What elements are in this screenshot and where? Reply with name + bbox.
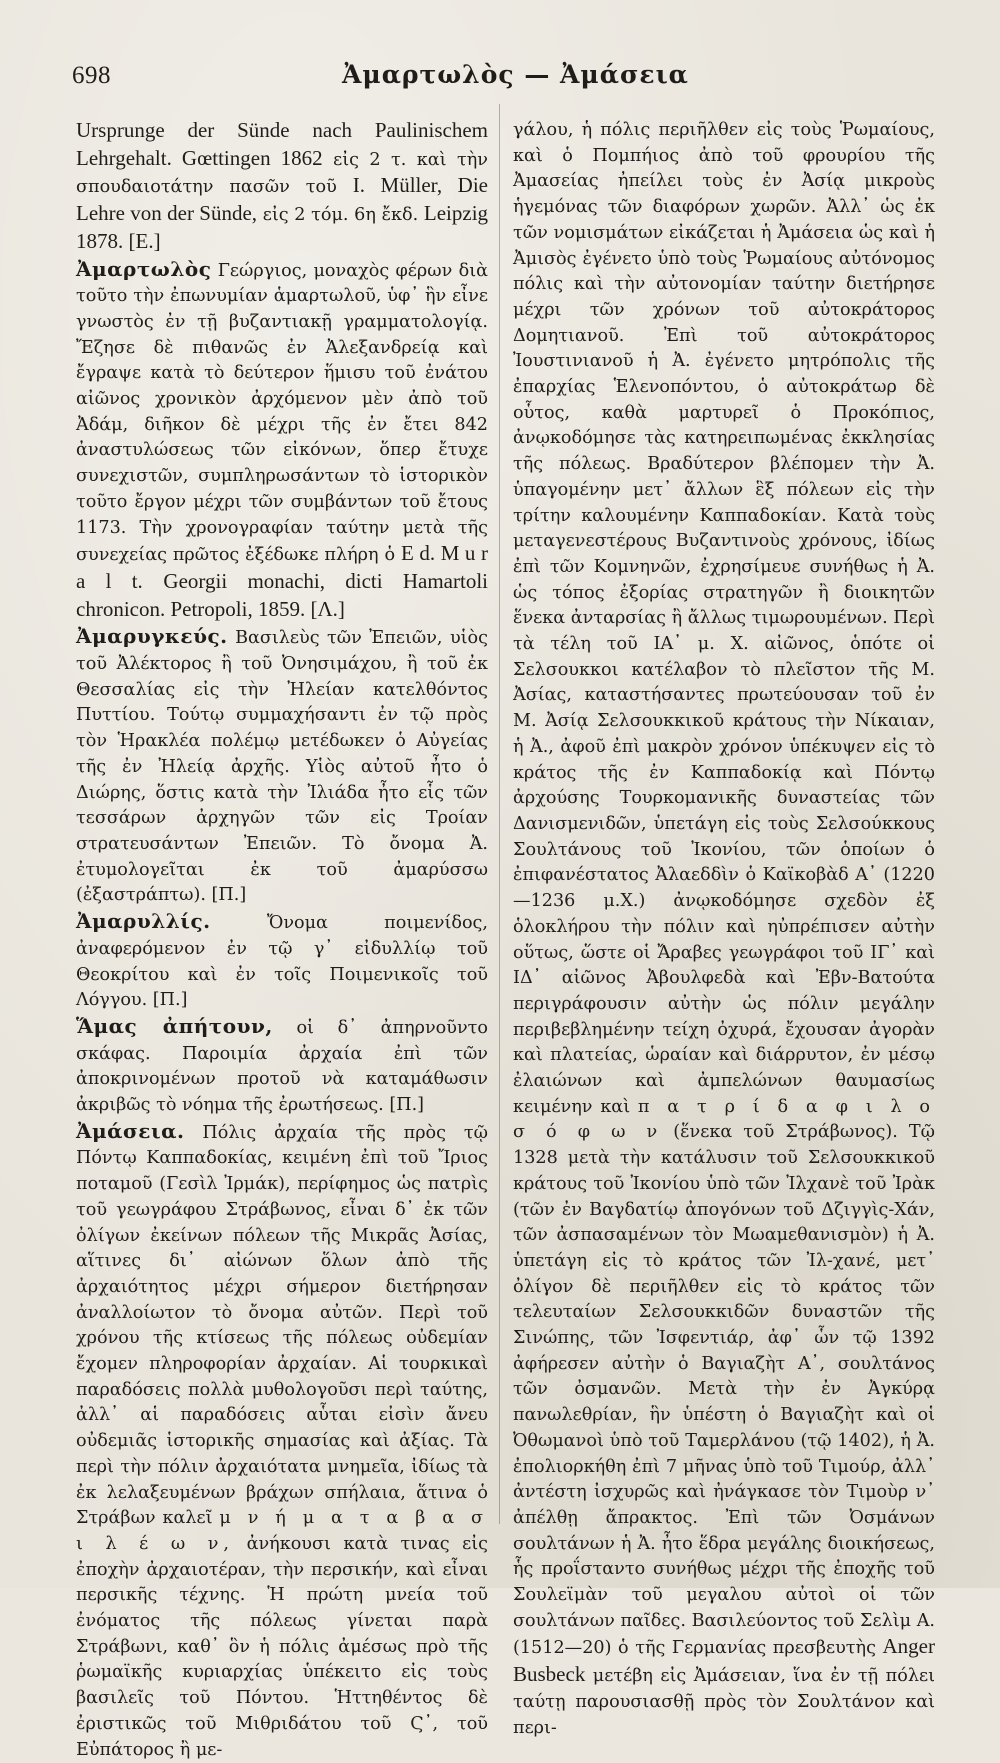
entry-headword: Ἅμας ἀπήτουν, bbox=[76, 1013, 273, 1038]
running-head: Ἀμαρτωλὸς — Ἀμάσεια bbox=[342, 60, 689, 89]
page-number: 698 bbox=[72, 62, 111, 89]
entry-amaseia bbox=[76, 1119, 488, 1763]
greek-text: εἰς 2 τόμ. 6η ἔκδ. bbox=[262, 205, 419, 226]
entry-text: οἱ δ᾽ ἀπηρνοῦντο σκάφας. Παροιμία ἀρχαία ἐπὶ τῶν ἀποκρινομένων προτοῦ νὰ καταμάθωσιν ἀκριβῶς τὸ νόημα τῆς ἐρωτήσεως. [Π.] bbox=[76, 1017, 488, 1116]
entry-text: Πόλις ἀρχαία τῆς πρὸς τῷ Πόντῳ Καππαδοκίας, κειμένη ἐπὶ τοῦ Ἴριος ποταμοῦ (Γεσὶλ Ἰρμάκ), περίφημος ὡς πατρὶς τοῦ γεωγράφου Στράβωνος, εἶναι δ᾽ ἐκ τῶν ὀλίγων ἐκείνων πόλεων τῆς Μικρᾶς Ἀσίας, αἵτινες δι᾽ αἰώνων ὅλων ἀπὸ τῆς ἀρχαιότητος μέχρι σήμερον διετήρησαν ἀναλλοίωτον τὸ ὄνομα αὐτῶν. Περὶ τοῦ χρόνου τῆς κτίσεως τῆς πόλεως οὐδεμίαν ἔχομεν πληροφορίαν ἀρχαίαν. Αἱ τουρκικαὶ παραδόσεις πολλὰ μυθολογοῦσι περὶ ταύτης, ἀλλ᾽ αἱ παραδόσεις αὗται εἰσὶν ἄνευ οὐδεμιᾶς ἱστορικῆς σημασίας καὶ ἀξίας. Τὰ περὶ τὴν πόλιν ἀρχαιότατα μνημεῖα, ἰδίως τὰ ἐκ λελαξευμένων βράχων σπήλαια, ἅτινα ὁ Στράβων καλεῖ bbox=[76, 1122, 488, 1529]
entry-amarynkeus bbox=[76, 624, 488, 909]
entry-text: Βασιλεὺς τῶν Ἐπειῶν, υἱὸς τοῦ Ἀλέκτορος ἢ τοῦ Ὀνησιμάχου, ἢ τοῦ ἐκ Θεσσαλίας εἰς τὴν Ἠλείαν κατελθόντος Πυττίου. Τούτῳ συμμαχήσαντι ἐν τῷ πρὸς τὸν Ἡρακλέα πολέμῳ μετέδωκεν ὁ Αὐγείας τῆς ἐν Ἠλείᾳ ἀρχῆς. Υἱὸς αὐτοῦ ἦτο ὁ Διώρης, ὅστις κατὰ τὴν Ἰλιάδα ἦτο εἷς τῶν τεσσάρων ἀρχηγῶν τῶν εἰς Τροίαν στρατευσάντων Ἐπειῶν. Τὸ ὄνομα Ἀ. ἐτυμολογεῖται ἐκ τοῦ ἀμαρύσσω (ἐξαστράπτω). [Π.] bbox=[76, 628, 489, 906]
entry-text: γάλου, ἡ πόλις περιῆλθεν εἰς τοὺς Ῥωμαίους, καὶ ὁ Πομπήιος ἀπὸ τοῦ φρουρίου τῆς Ἀμασείας ἠπείλει τοὺς ἐν Ἀσίᾳ μικροὺς ἡγεμόνας τῶν διαφόρων χωρῶν. Ἀλλ᾽ ὡς ἐκ τῶν νομισμάτων εἰκάζεται ἡ Ἀμάσεια ὡς καὶ ἡ Ἀμισὸς ἐγένετο ὑπὸ τοὺς Ῥωμαίους αὐτόνομος πόλις καὶ τὴν αὐτονομίαν ταύτην διετήρησε μέχρι τῶν χρόνων τοῦ αὐτοκράτορος Δομητιανοῦ. Ἐπὶ τοῦ αὐτοκράτορος Ἰουστινιανοῦ ἡ Ἀ. ἐγένετο μητρόπολις τῆς ἐπαρχίας Ἑλενοπόντου, ὁ αὐτοκράτωρ δὲ οὗτος, καθὰ μαρτυρεῖ ὁ Προκόπιος, ἀνῳκοδόμησε τὰς κατηρειπωμένας ἐκκλησίας τῆς πόλεως. Βραδύτερον βλέπομεν τὴν Ἀ. ὑπαγομένην μετ᾽ ἄλλων ἓξ πόλεων εἰς τὴν τρίτην καλουμένην Καππαδοκίαν. Κατὰ τοὺς μεταγενεστέρους Βυζαντινοὺς χρόνους, ἰδίως ἐπὶ τῶν Κομνηνῶν, ἐχρησίμευε συνήθως ἡ Ἀ. ὡς τόπος ἐξορίας στρατηγῶν ἢ διοικητῶν ἕνεκα ἀνταρσίας ἢ ἄλλως τιμωρουμένων. Περὶ τὰ τέλη τοῦ ΙΑ᾽ μ. Χ. αἰῶνος, ὁπότε οἱ Σελσουκκοι κατέλαβον τὸ πλεῖστον τῆς Μ. Ἀσίας, καταστήσαντες πρωτεύουσαν τοῦ ἐν Μ. Ἀσίᾳ Σελσουκκικοῦ κράτους τὴν Νίκαιαν, ἡ Ἀ., ἀφοῦ ἐπὶ μακρὸν χρόνον ὑπέκυψεν εἰς τὸ κράτος τῆς ἐν Καππαδοκίᾳ καὶ Πόντῳ ἀρχούσης Τουρκομανικῆς δυναστείας τῶν Δανισμενιδῶν, ὑπετάγη εἰς τοὺς Σελσούκκους Σουλτάνους τοῦ Ἰκονίου, τῶν ὁποίων ὁ ἐπιφανέστατος Ἀλαεδδὶν ὁ Καϊκοβὰδ Α᾽ (1220—1236 μ.Χ.) ἀνῳκοδόμησε σχεδὸν ἐξ ὁλοκλήρου τὴν πόλιν καὶ ηὐπρέπισεν αὐτὴν οὕτως, ὥστε οἱ Ἄραβες γεωγράφοι τοῦ ΙΓ᾽ καὶ ΙΔ᾽ αἰῶνος Ἀβουλφεδὰ καὶ Ἐβν-Βατούτα περιγράφουσιν αὐτὴν ὡς πόλιν μεγάλην περιβεβλημένην τείχη ὀχυρά, ἔχουσαν ἀγορὰν καὶ πλατείας, ὡραίαν καὶ διάρρυτον, ἐν μέσῳ ἐλαιώνων καὶ ἀμπελώνων θαυμασίως κειμένην καὶ bbox=[513, 120, 935, 1117]
entry-headword: Ἀμαρυγκεύς. bbox=[76, 624, 228, 649]
entry-headword: Ἀμαρυλλίς. bbox=[76, 909, 211, 934]
entry-headword: Ἀμάσεια. bbox=[76, 1118, 185, 1143]
author-name: E d. M u r a l t. bbox=[76, 541, 488, 593]
entry-text: (ἕνεκα τοῦ Στράβωνος). Τῷ 1328 μετὰ τὴν κατάλυσιν τοῦ Σελσουκκικοῦ κράτους τοῦ Ἰκονίου ὑπὸ τῶν Ἰλχανὲ τοῦ Ἰρὰκ (τῶν ἐν Βαγδατίῳ ἀπογόνων τοῦ Δζιγγὶς-Χάν, τῶν ἀσπασαμένων τὸν Μωαμεθανισμὸν) ἡ Ἀ. ὑπετάγη εἰς τὸ κράτος τῶν Ἰλ-χανέ, μετ᾽ ὀλίγον δὲ περιῆλθεν εἰς τὸ κράτος τῶν τελευταίων Σελσουκκιδῶν δυναστῶν τῆς Σινώπης, τῶν Ἰσφεντιάρ, ἀφ᾽ ὧν τῷ 1392 ἀφήρεσεν αὐτὴν ὁ Βαγιαζὴτ Α᾽, σουλτάνος τῶν ὀσμανῶν. Μετὰ τὴν ἐν Ἀγκύρᾳ πανωλεθρίαν, ἣν ὑπέστη ὁ Βαγιαζὴτ καὶ οἱ Ὀθωμανοὶ ὑπὸ τοῦ Ταμερλάνου (τῷ 1402), ἡ Ἀ. ἐπολιορκήθη ἐπὶ 7 μῆνας ὑπὸ τοῦ Τιμούρ, ἀλλ᾽ ἀντέστη ἰσχυρῶς καὶ ἠνάγκασε τὸν Τιμοὺρ ν᾽ ἀπέλθῃ ἄπρακτος. Ἐπὶ τῶν Ὀσμάνων σουλτάνων ἡ Ἀ. ἦτο ἕδρα μεγάλης διοικήσεως, ἧς προΐσταντο συνήθως μέχρι τῆς ἐποχῆς τοῦ Σουλεϊμὰν τοῦ μεγαλου αὐτοὶ οἱ τῶν σουλτάνων παῖδες. Βασιλεύοντος τοῦ Σελὶμ Α. (1512—20) ὁ τῆς Γερμανίας πρεσβευτὴς bbox=[513, 1122, 935, 1659]
entry-continuation bbox=[76, 118, 488, 257]
entry-text: ἀνήκουσι κατὰ τινας εἰς ἐποχὴν ἀρχαιοτέραν, τὴν περσικήν, καὶ εἶναι περσικῆς τέχνης. Ἡ πρώτη μνεία τοῦ ἐνόματος τῆς πόλεως γίνεται παρὰ Στράβωνι, καθ᾽ ὃν ἡ πόλις ἀμέσως πρὸ τῆς ῥωμαϊκῆς κυριαρχίας ὑπέκειτο εἰς τοὺς βασιλεῖς τοῦ Πόντου. Ἡττηθέντος δὲ ἐριστικῶς τοῦ Μιθριδάτου τοῦ Ϛ᾽, τοῦ Εὐπάτορος ἢ με- bbox=[76, 1533, 488, 1760]
spaced-text: μ ν ή μ α τ α β α σ ι λ έ ω ν, bbox=[76, 1508, 488, 1554]
spaced-text: π α τ ρ ί δ α φ ι λ ο σ ό φ ω ν bbox=[513, 1096, 936, 1143]
right-column bbox=[513, 118, 936, 1738]
entry-text: Γεώργιος, μοναχὸς φέρων διὰ τοῦτο τὴν ἐπωνυμίαν ἁμαρτωλοῦ, ὑφ᾽ ἣν εἶνε γνωστὸς ἐν τῇ βυζαντιακῇ γραμματολογίᾳ. Ἔζησε δὲ πιθανῶς ἐν Ἀλεξανδρείᾳ καὶ ἔγραψε κατὰ τὸ δεύτερον ἥμισυ τοῦ ἐνάτου αἰῶνος χρονικὸν ἀρχόμενον μὲν ἀπὸ τοῦ Ἀδάμ, διῆκον δὲ μέχρι τῆς ἐν ἔτει 842 ἀναστυλώσεως τῶν εἰκόνων, ὅπερ ἔτυχε συνεχιστῶν, συμπληρωσάντων τὸ ἱστορικὸν τοῦτο ἔργον μέχρι τῶν συμβάντων τοῦ ἔτους 1173. Τὴν χρονογραφίαν ταύτην μετὰ τῆς συνεχείας πρῶτος ἐξέδωκε πλήρη ὁ bbox=[76, 260, 488, 566]
entry-amaseia-continued bbox=[513, 118, 935, 1741]
entry-text: μετέβη εἰς Ἀμάσειαν, ἵνα ἐν τῇ πόλει ταύτῃ παρουσιασθῇ πρὸς τὸν Σουλτάνον καὶ περι- bbox=[513, 1666, 935, 1738]
latin-text: Leipzig 1878. [E.] bbox=[76, 201, 489, 253]
author-name: Anger Busbeck bbox=[513, 1634, 935, 1687]
entry-amaryllis bbox=[76, 909, 488, 1014]
entry-amartolos bbox=[76, 257, 488, 625]
left-column bbox=[76, 118, 489, 1760]
greek-text: εἰς 2 τ. καὶ τὴν σπουδαιοτάτην πασῶν τοῦ bbox=[76, 149, 488, 198]
entry-text: Ὄνομα ποιμενίδος, ἀναφερόμενον ἐν τῷ γ᾽ εἰδυλλίῳ τοῦ Θεοκρίτου καὶ ἐν τοῖς Ποιμενικοῖς τοῦ Λόγγου. [Π.] bbox=[76, 913, 489, 1011]
latin-text: I. Müller, Die Lehre von der Sünde, bbox=[76, 173, 488, 226]
entry-headword: Ἀμαρτωλὸς bbox=[76, 256, 212, 281]
latin-text: Georgii monachi, dicti Hamartoli chronicon. Petropoli, 1859. [Λ.] bbox=[76, 568, 489, 621]
entry-amas-apetoun bbox=[76, 1014, 488, 1119]
column-divider bbox=[499, 104, 500, 1524]
page-header bbox=[72, 62, 960, 102]
latin-text: Ursprunge der Sünde nach Paulinischem Lehrgehalt. Gœttingen 1862 bbox=[76, 118, 488, 170]
